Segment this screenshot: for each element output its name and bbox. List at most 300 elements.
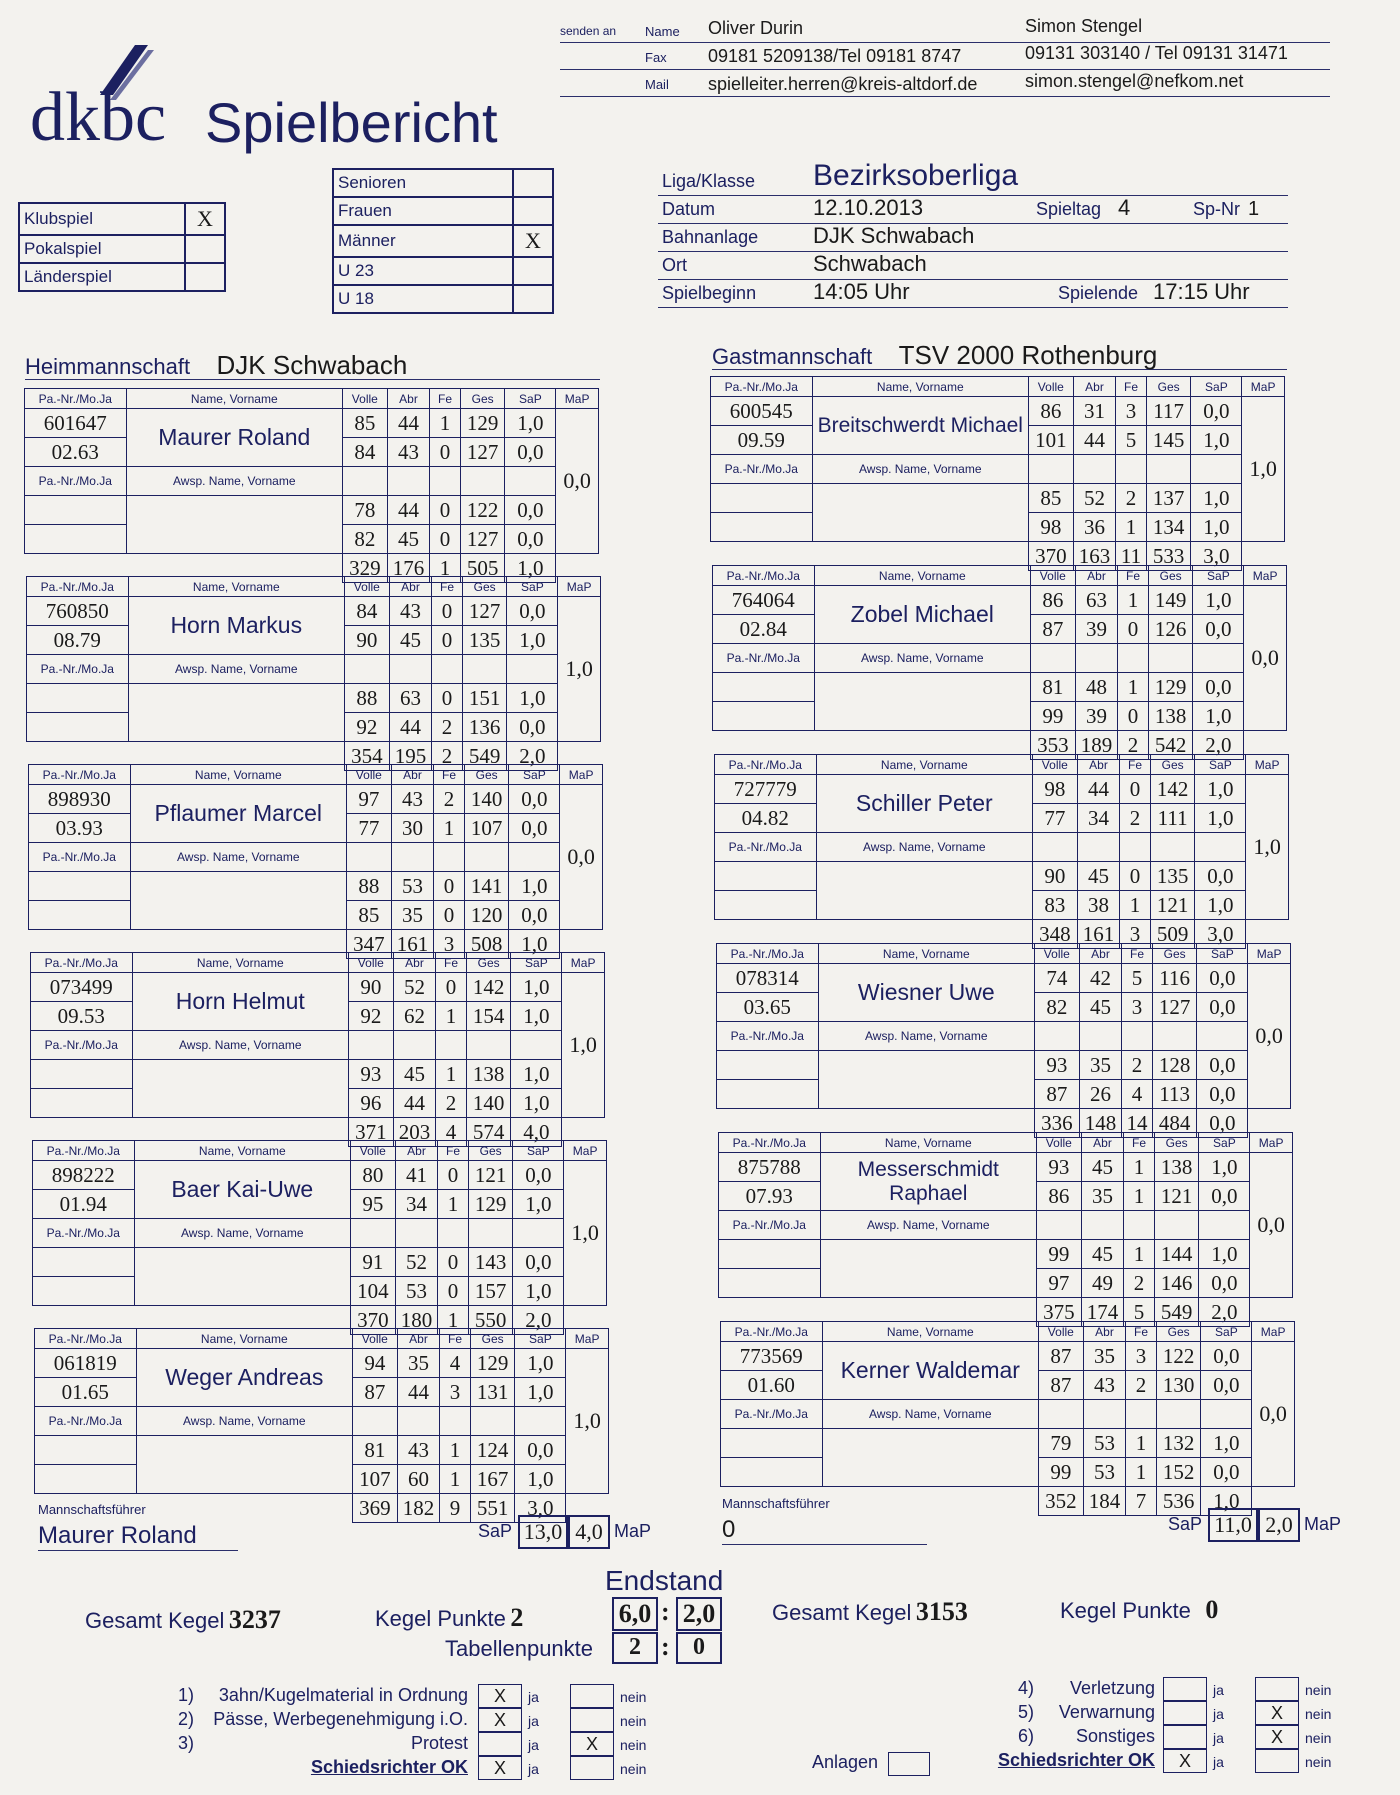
awsp-name[interactable] xyxy=(822,1429,1038,1487)
player-map[interactable]: 1,0 xyxy=(1242,397,1285,542)
sap-cell[interactable]: 0,0 xyxy=(507,597,558,626)
sap-cell[interactable]: 0,0 xyxy=(1197,1051,1248,1080)
awsp-name[interactable] xyxy=(816,862,1032,920)
abr-cell[interactable]: 39 xyxy=(1075,615,1118,644)
fe-cell[interactable]: 2 xyxy=(1116,484,1146,513)
ort-value[interactable]: Schwabach xyxy=(813,251,927,276)
sap-cell[interactable]: 1,0 xyxy=(1191,513,1242,542)
player-name[interactable]: Breitschwerdt Michael xyxy=(812,397,1028,455)
fe-cell[interactable]: 4 xyxy=(440,1349,470,1378)
check-ja-box[interactable] xyxy=(1163,1725,1207,1749)
volle-cell[interactable]: 99 xyxy=(1038,1458,1083,1487)
fe-cell[interactable]: 3 xyxy=(1116,397,1146,426)
spnr-value[interactable]: 1 xyxy=(1248,198,1260,220)
player-map[interactable]: 1,0 xyxy=(564,1161,607,1306)
fe-cell[interactable]: 2 xyxy=(1120,804,1150,833)
awsp-pass[interactable] xyxy=(713,673,815,702)
spieltag-value[interactable]: 4 xyxy=(1118,195,1131,220)
fe-cell[interactable]: 1 xyxy=(430,409,460,438)
abr-cell[interactable]: 43 xyxy=(397,1436,440,1465)
ges-cell[interactable]: 122 xyxy=(460,496,505,525)
awsp-mo[interactable] xyxy=(33,1277,135,1306)
check-nein-box[interactable]: X xyxy=(1255,1725,1299,1749)
sap-cell[interactable]: 1,0 xyxy=(1195,891,1246,920)
volle-cell[interactable]: 107 xyxy=(352,1465,397,1494)
volle-cell[interactable]: 86 xyxy=(1030,586,1075,615)
awsp-mo[interactable] xyxy=(29,901,131,930)
awsp-mo[interactable] xyxy=(711,513,813,542)
sap-cell[interactable]: 1,0 xyxy=(515,1349,566,1378)
awsp-name[interactable] xyxy=(130,872,346,930)
volle-cell[interactable]: 84 xyxy=(344,597,389,626)
volle-cell[interactable]: 99 xyxy=(1030,702,1075,731)
abr-cell[interactable]: 44 xyxy=(397,1378,440,1407)
ges-cell[interactable]: 127 xyxy=(1152,993,1197,1022)
fe-cell[interactable]: 0 xyxy=(1120,862,1150,891)
awsp-mo[interactable] xyxy=(31,1089,133,1118)
player-name[interactable]: Schiller Peter xyxy=(816,775,1032,833)
player-map[interactable]: 0,0 xyxy=(560,785,603,930)
abr-cell[interactable]: 43 xyxy=(389,597,432,626)
fe-cell[interactable]: 2 xyxy=(1122,1051,1152,1080)
check-nein-box[interactable] xyxy=(570,1756,614,1780)
awsp-mo[interactable] xyxy=(35,1465,137,1494)
abr-cell[interactable]: 53 xyxy=(391,872,434,901)
check-nein-box[interactable]: X xyxy=(570,1732,614,1756)
fe-cell[interactable]: 0 xyxy=(1118,615,1148,644)
abr-cell[interactable]: 36 xyxy=(1073,513,1116,542)
fe-cell[interactable]: 4 xyxy=(1122,1080,1152,1109)
ges-cell[interactable]: 136 xyxy=(462,713,507,742)
awsp-name[interactable] xyxy=(134,1248,350,1306)
sap-cell[interactable]: 0,0 xyxy=(1201,1458,1252,1487)
birth-month-year[interactable]: 09.59 xyxy=(711,426,813,455)
abr-cell[interactable]: 35 xyxy=(1083,1342,1126,1371)
volle-cell[interactable]: 90 xyxy=(348,973,393,1002)
birth-month-year[interactable]: 07.93 xyxy=(719,1182,821,1211)
abr-cell[interactable]: 35 xyxy=(1081,1182,1124,1211)
volle-cell[interactable]: 98 xyxy=(1032,775,1077,804)
volle-cell[interactable]: 87 xyxy=(1030,615,1075,644)
sap-cell[interactable]: 1,0 xyxy=(1199,1153,1250,1182)
ges-cell[interactable]: 129 xyxy=(1148,673,1193,702)
fe-cell[interactable]: 1 xyxy=(440,1465,470,1494)
pass-number[interactable]: 898930 xyxy=(29,785,131,814)
fe-cell[interactable]: 0 xyxy=(438,1248,468,1277)
awsp-name[interactable] xyxy=(132,1060,348,1118)
abr-cell[interactable]: 62 xyxy=(393,1002,436,1031)
ges-cell[interactable]: 107 xyxy=(464,814,509,843)
klasse-mark[interactable] xyxy=(513,285,553,313)
fe-cell[interactable]: 0 xyxy=(1118,702,1148,731)
awsp-name[interactable] xyxy=(126,496,342,554)
ges-cell[interactable]: 145 xyxy=(1146,426,1191,455)
player-name[interactable]: Messerschmidt Raphael xyxy=(820,1153,1036,1211)
check-nein-box[interactable] xyxy=(570,1708,614,1732)
sap-cell[interactable]: 0,0 xyxy=(509,901,560,930)
check-nein-box[interactable] xyxy=(1255,1749,1299,1773)
bahnanlage-value[interactable]: DJK Schwabach xyxy=(813,223,975,248)
fe-cell[interactable]: 0 xyxy=(436,973,466,1002)
sap-cell[interactable]: 0,0 xyxy=(507,713,558,742)
awsp-pass[interactable] xyxy=(31,1060,133,1089)
player-map[interactable]: 1,0 xyxy=(562,973,605,1118)
volle-cell[interactable]: 97 xyxy=(346,785,391,814)
check-nein-box[interactable] xyxy=(570,1684,614,1708)
volle-cell[interactable]: 93 xyxy=(348,1060,393,1089)
player-name[interactable]: Maurer Roland xyxy=(126,409,342,467)
ges-cell[interactable]: 140 xyxy=(466,1089,511,1118)
volle-cell[interactable]: 88 xyxy=(344,684,389,713)
birth-month-year[interactable]: 09.53 xyxy=(31,1002,133,1031)
check-ja-box[interactable] xyxy=(1163,1701,1207,1725)
ges-cell[interactable]: 135 xyxy=(462,626,507,655)
guest-fuehrer[interactable]: 0 xyxy=(722,1516,927,1545)
abr-cell[interactable]: 35 xyxy=(1079,1051,1122,1080)
fe-cell[interactable]: 1 xyxy=(1124,1240,1154,1269)
ges-cell[interactable]: 138 xyxy=(466,1060,511,1089)
sap-cell[interactable]: 0,0 xyxy=(505,438,556,467)
awsp-pass[interactable] xyxy=(711,484,813,513)
awsp-mo[interactable] xyxy=(27,713,129,742)
ges-cell[interactable]: 121 xyxy=(1150,891,1195,920)
abr-cell[interactable]: 44 xyxy=(387,496,430,525)
fe-cell[interactable]: 1 xyxy=(440,1436,470,1465)
volle-cell[interactable]: 101 xyxy=(1028,426,1073,455)
player-name[interactable]: Pflaumer Marcel xyxy=(130,785,346,843)
volle-cell[interactable]: 77 xyxy=(1032,804,1077,833)
ges-cell[interactable]: 154 xyxy=(466,1002,511,1031)
awsp-pass[interactable] xyxy=(717,1051,819,1080)
sap-cell[interactable]: 1,0 xyxy=(515,1465,566,1494)
volle-cell[interactable]: 93 xyxy=(1034,1051,1079,1080)
volle-cell[interactable]: 87 xyxy=(1038,1371,1083,1400)
sap-cell[interactable]: 0,0 xyxy=(1201,1342,1252,1371)
fe-cell[interactable]: 2 xyxy=(436,1089,466,1118)
ges-cell[interactable]: 151 xyxy=(462,684,507,713)
fe-cell[interactable]: 0 xyxy=(438,1161,468,1190)
awsp-name[interactable] xyxy=(818,1051,1034,1109)
player-map[interactable]: 1,0 xyxy=(1246,775,1289,920)
fe-cell[interactable]: 1 xyxy=(1118,673,1148,702)
awsp-mo[interactable] xyxy=(715,891,817,920)
abr-cell[interactable]: 45 xyxy=(1081,1153,1124,1182)
birth-month-year[interactable]: 04.82 xyxy=(715,804,817,833)
sap-cell[interactable]: 1,0 xyxy=(511,1089,562,1118)
spielart-mark[interactable]: X xyxy=(185,203,225,235)
player-name[interactable]: Horn Helmut xyxy=(132,973,348,1031)
sap-cell[interactable]: 0,0 xyxy=(1197,1080,1248,1109)
volle-cell[interactable]: 88 xyxy=(346,872,391,901)
volle-cell[interactable]: 85 xyxy=(346,901,391,930)
volle-cell[interactable]: 79 xyxy=(1038,1429,1083,1458)
check-ja-box[interactable]: X xyxy=(478,1708,522,1732)
fe-cell[interactable]: 0 xyxy=(432,684,462,713)
pass-number[interactable]: 073499 xyxy=(31,973,133,1002)
ges-cell[interactable]: 135 xyxy=(1150,862,1195,891)
awsp-mo[interactable] xyxy=(717,1080,819,1109)
sap-cell[interactable]: 0,0 xyxy=(1201,1371,1252,1400)
abr-cell[interactable]: 35 xyxy=(391,901,434,930)
volle-cell[interactable]: 85 xyxy=(342,409,387,438)
ges-cell[interactable]: 129 xyxy=(460,409,505,438)
check-ja-box[interactable]: X xyxy=(478,1756,522,1780)
fe-cell[interactable]: 1 xyxy=(438,1190,468,1219)
volle-cell[interactable]: 74 xyxy=(1034,964,1079,993)
sap-cell[interactable]: 1,0 xyxy=(1195,804,1246,833)
sap-cell[interactable]: 0,0 xyxy=(505,496,556,525)
ges-cell[interactable]: 142 xyxy=(466,973,511,1002)
sap-cell[interactable]: 1,0 xyxy=(507,626,558,655)
pass-number[interactable]: 727779 xyxy=(715,775,817,804)
volle-cell[interactable]: 77 xyxy=(346,814,391,843)
sap-cell[interactable]: 1,0 xyxy=(511,973,562,1002)
pass-number[interactable]: 764064 xyxy=(713,586,815,615)
abr-cell[interactable]: 45 xyxy=(1081,1240,1124,1269)
pass-number[interactable]: 061819 xyxy=(35,1349,137,1378)
awsp-name[interactable] xyxy=(136,1436,352,1494)
abr-cell[interactable]: 52 xyxy=(1073,484,1116,513)
volle-cell[interactable]: 96 xyxy=(348,1089,393,1118)
spielart-mark[interactable] xyxy=(185,263,225,291)
volle-cell[interactable]: 95 xyxy=(350,1190,395,1219)
birth-month-year[interactable]: 02.63 xyxy=(25,438,127,467)
fe-cell[interactable]: 3 xyxy=(1122,993,1152,1022)
volle-cell[interactable]: 82 xyxy=(342,525,387,554)
check-nein-box[interactable]: X xyxy=(1255,1701,1299,1725)
awsp-pass[interactable] xyxy=(715,862,817,891)
ges-cell[interactable]: 167 xyxy=(470,1465,515,1494)
ges-cell[interactable]: 128 xyxy=(1152,1051,1197,1080)
ges-cell[interactable]: 132 xyxy=(1156,1429,1201,1458)
player-map[interactable]: 0,0 xyxy=(1248,964,1291,1109)
sap-cell[interactable]: 0,0 xyxy=(509,785,560,814)
klasse-mark[interactable] xyxy=(513,257,553,285)
volle-cell[interactable]: 92 xyxy=(348,1002,393,1031)
sap-cell[interactable]: 0,0 xyxy=(1199,1182,1250,1211)
abr-cell[interactable]: 34 xyxy=(1077,804,1120,833)
check-ja-box[interactable]: X xyxy=(478,1684,522,1708)
ges-cell[interactable]: 113 xyxy=(1152,1080,1197,1109)
abr-cell[interactable]: 39 xyxy=(1075,702,1118,731)
fe-cell[interactable]: 1 xyxy=(436,1002,466,1031)
klasse-mark[interactable] xyxy=(513,169,553,197)
awsp-name[interactable] xyxy=(128,684,344,742)
fe-cell[interactable]: 0 xyxy=(434,872,464,901)
volle-cell[interactable]: 84 xyxy=(342,438,387,467)
spielbeginn-value[interactable]: 14:05 Uhr xyxy=(813,279,910,304)
fe-cell[interactable]: 3 xyxy=(440,1378,470,1407)
sap-cell[interactable]: 1,0 xyxy=(1191,426,1242,455)
sap-cell[interactable]: 1,0 xyxy=(515,1378,566,1407)
ges-cell[interactable]: 127 xyxy=(462,597,507,626)
player-map[interactable]: 0,0 xyxy=(1244,586,1287,731)
volle-cell[interactable]: 97 xyxy=(1036,1269,1081,1298)
ges-cell[interactable]: 129 xyxy=(468,1190,513,1219)
ges-cell[interactable]: 157 xyxy=(468,1277,513,1306)
fe-cell[interactable]: 0 xyxy=(432,626,462,655)
abr-cell[interactable]: 63 xyxy=(389,684,432,713)
abr-cell[interactable]: 45 xyxy=(389,626,432,655)
birth-month-year[interactable]: 03.93 xyxy=(29,814,131,843)
awsp-pass[interactable] xyxy=(29,872,131,901)
birth-month-year[interactable]: 03.65 xyxy=(717,993,819,1022)
sap-cell[interactable]: 0,0 xyxy=(1199,1269,1250,1298)
ges-cell[interactable]: 111 xyxy=(1150,804,1195,833)
ges-cell[interactable]: 140 xyxy=(464,785,509,814)
sap-cell[interactable]: 1,0 xyxy=(513,1277,564,1306)
volle-cell[interactable]: 104 xyxy=(350,1277,395,1306)
abr-cell[interactable]: 43 xyxy=(1083,1371,1126,1400)
fe-cell[interactable]: 3 xyxy=(1126,1342,1156,1371)
fe-cell[interactable]: 1 xyxy=(434,814,464,843)
awsp-name[interactable] xyxy=(820,1240,1036,1298)
abr-cell[interactable]: 44 xyxy=(387,409,430,438)
player-map[interactable]: 1,0 xyxy=(566,1349,609,1494)
pass-number[interactable]: 760850 xyxy=(27,597,129,626)
sap-cell[interactable]: 0,0 xyxy=(513,1161,564,1190)
player-map[interactable]: 0,0 xyxy=(1252,1342,1295,1487)
abr-cell[interactable]: 63 xyxy=(1075,586,1118,615)
check-nein-box[interactable] xyxy=(1255,1677,1299,1701)
fe-cell[interactable]: 2 xyxy=(1124,1269,1154,1298)
fe-cell[interactable]: 1 xyxy=(1118,586,1148,615)
sap-cell[interactable]: 0,0 xyxy=(513,1248,564,1277)
pass-number[interactable]: 875788 xyxy=(719,1153,821,1182)
volle-cell[interactable]: 82 xyxy=(1034,993,1079,1022)
volle-cell[interactable]: 87 xyxy=(352,1378,397,1407)
ges-cell[interactable]: 141 xyxy=(464,872,509,901)
anlagen-box[interactable] xyxy=(888,1752,930,1776)
klasse-mark[interactable]: X xyxy=(513,225,553,257)
abr-cell[interactable]: 26 xyxy=(1079,1080,1122,1109)
klasse-mark[interactable] xyxy=(513,197,553,225)
player-name[interactable]: Wiesner Uwe xyxy=(818,964,1034,1022)
abr-cell[interactable]: 45 xyxy=(387,525,430,554)
player-name[interactable]: Baer Kai-Uwe xyxy=(134,1161,350,1219)
abr-cell[interactable]: 34 xyxy=(395,1190,438,1219)
ges-cell[interactable]: 130 xyxy=(1156,1371,1201,1400)
abr-cell[interactable]: 30 xyxy=(391,814,434,843)
ges-cell[interactable]: 117 xyxy=(1146,397,1191,426)
player-name[interactable]: Kerner Waldemar xyxy=(822,1342,1038,1400)
abr-cell[interactable]: 53 xyxy=(1083,1458,1126,1487)
fe-cell[interactable]: 1 xyxy=(1124,1153,1154,1182)
fe-cell[interactable]: 0 xyxy=(1120,775,1150,804)
fe-cell[interactable]: 2 xyxy=(434,785,464,814)
player-map[interactable]: 0,0 xyxy=(556,409,599,554)
abr-cell[interactable]: 45 xyxy=(1079,993,1122,1022)
ges-cell[interactable]: 138 xyxy=(1154,1153,1199,1182)
volle-cell[interactable]: 87 xyxy=(1038,1342,1083,1371)
birth-month-year[interactable]: 02.84 xyxy=(713,615,815,644)
ges-cell[interactable]: 121 xyxy=(468,1161,513,1190)
pass-number[interactable]: 078314 xyxy=(717,964,819,993)
sap-cell[interactable]: 0,0 xyxy=(509,814,560,843)
sap-cell[interactable]: 1,0 xyxy=(513,1190,564,1219)
liga-value[interactable]: Bezirksoberliga xyxy=(813,159,1019,192)
fe-cell[interactable]: 0 xyxy=(434,901,464,930)
abr-cell[interactable]: 48 xyxy=(1075,673,1118,702)
awsp-name[interactable] xyxy=(812,484,1028,542)
abr-cell[interactable]: 44 xyxy=(1077,775,1120,804)
volle-cell[interactable]: 99 xyxy=(1036,1240,1081,1269)
abr-cell[interactable]: 43 xyxy=(387,438,430,467)
abr-cell[interactable]: 35 xyxy=(397,1349,440,1378)
volle-cell[interactable]: 98 xyxy=(1028,513,1073,542)
spielart-mark[interactable] xyxy=(185,235,225,263)
ges-cell[interactable]: 142 xyxy=(1150,775,1195,804)
abr-cell[interactable]: 44 xyxy=(393,1089,436,1118)
abr-cell[interactable]: 49 xyxy=(1081,1269,1124,1298)
volle-cell[interactable]: 81 xyxy=(352,1436,397,1465)
volle-cell[interactable]: 93 xyxy=(1036,1153,1081,1182)
ges-cell[interactable]: 138 xyxy=(1148,702,1193,731)
awsp-mo[interactable] xyxy=(25,525,127,554)
spielende-value[interactable]: 17:15 Uhr xyxy=(1153,279,1250,304)
ges-cell[interactable]: 137 xyxy=(1146,484,1191,513)
ges-cell[interactable]: 149 xyxy=(1148,586,1193,615)
fe-cell[interactable]: 1 xyxy=(1124,1182,1154,1211)
abr-cell[interactable]: 41 xyxy=(395,1161,438,1190)
awsp-mo[interactable] xyxy=(713,702,815,731)
abr-cell[interactable]: 44 xyxy=(1073,426,1116,455)
sap-cell[interactable]: 0,0 xyxy=(1197,964,1248,993)
volle-cell[interactable]: 83 xyxy=(1032,891,1077,920)
ges-cell[interactable]: 134 xyxy=(1146,513,1191,542)
volle-cell[interactable]: 91 xyxy=(350,1248,395,1277)
awsp-pass[interactable] xyxy=(35,1436,137,1465)
abr-cell[interactable]: 53 xyxy=(395,1277,438,1306)
fe-cell[interactable]: 5 xyxy=(1116,426,1146,455)
ges-cell[interactable]: 144 xyxy=(1154,1240,1199,1269)
ges-cell[interactable]: 152 xyxy=(1156,1458,1201,1487)
fe-cell[interactable]: 0 xyxy=(438,1277,468,1306)
abr-cell[interactable]: 31 xyxy=(1073,397,1116,426)
ges-cell[interactable]: 116 xyxy=(1152,964,1197,993)
sap-cell[interactable]: 1,0 xyxy=(1193,702,1244,731)
sap-cell[interactable]: 0,0 xyxy=(1193,673,1244,702)
abr-cell[interactable]: 38 xyxy=(1077,891,1120,920)
volle-cell[interactable]: 87 xyxy=(1034,1080,1079,1109)
player-map[interactable]: 0,0 xyxy=(1250,1153,1293,1298)
check-ja-box[interactable]: X xyxy=(1163,1749,1207,1773)
abr-cell[interactable]: 52 xyxy=(395,1248,438,1277)
abr-cell[interactable]: 60 xyxy=(397,1465,440,1494)
awsp-name[interactable] xyxy=(814,673,1030,731)
fe-cell[interactable]: 1 xyxy=(436,1060,466,1089)
volle-cell[interactable]: 92 xyxy=(344,713,389,742)
sap-cell[interactable]: 1,0 xyxy=(1191,484,1242,513)
sap-cell[interactable]: 0,0 xyxy=(1193,615,1244,644)
abr-cell[interactable]: 45 xyxy=(393,1060,436,1089)
ges-cell[interactable]: 121 xyxy=(1154,1182,1199,1211)
awsp-pass[interactable] xyxy=(33,1248,135,1277)
awsp-pass[interactable] xyxy=(721,1429,823,1458)
ges-cell[interactable]: 126 xyxy=(1148,615,1193,644)
pass-number[interactable]: 601647 xyxy=(25,409,127,438)
ges-cell[interactable]: 127 xyxy=(460,525,505,554)
volle-cell[interactable]: 78 xyxy=(342,496,387,525)
check-ja-box[interactable] xyxy=(478,1732,522,1756)
sap-cell[interactable]: 0,0 xyxy=(1195,862,1246,891)
check-ja-box[interactable] xyxy=(1163,1677,1207,1701)
volle-cell[interactable]: 90 xyxy=(344,626,389,655)
awsp-mo[interactable] xyxy=(721,1458,823,1487)
sap-cell[interactable]: 0,0 xyxy=(1197,993,1248,1022)
sap-cell[interactable]: 1,0 xyxy=(1193,586,1244,615)
birth-month-year[interactable]: 01.60 xyxy=(721,1371,823,1400)
